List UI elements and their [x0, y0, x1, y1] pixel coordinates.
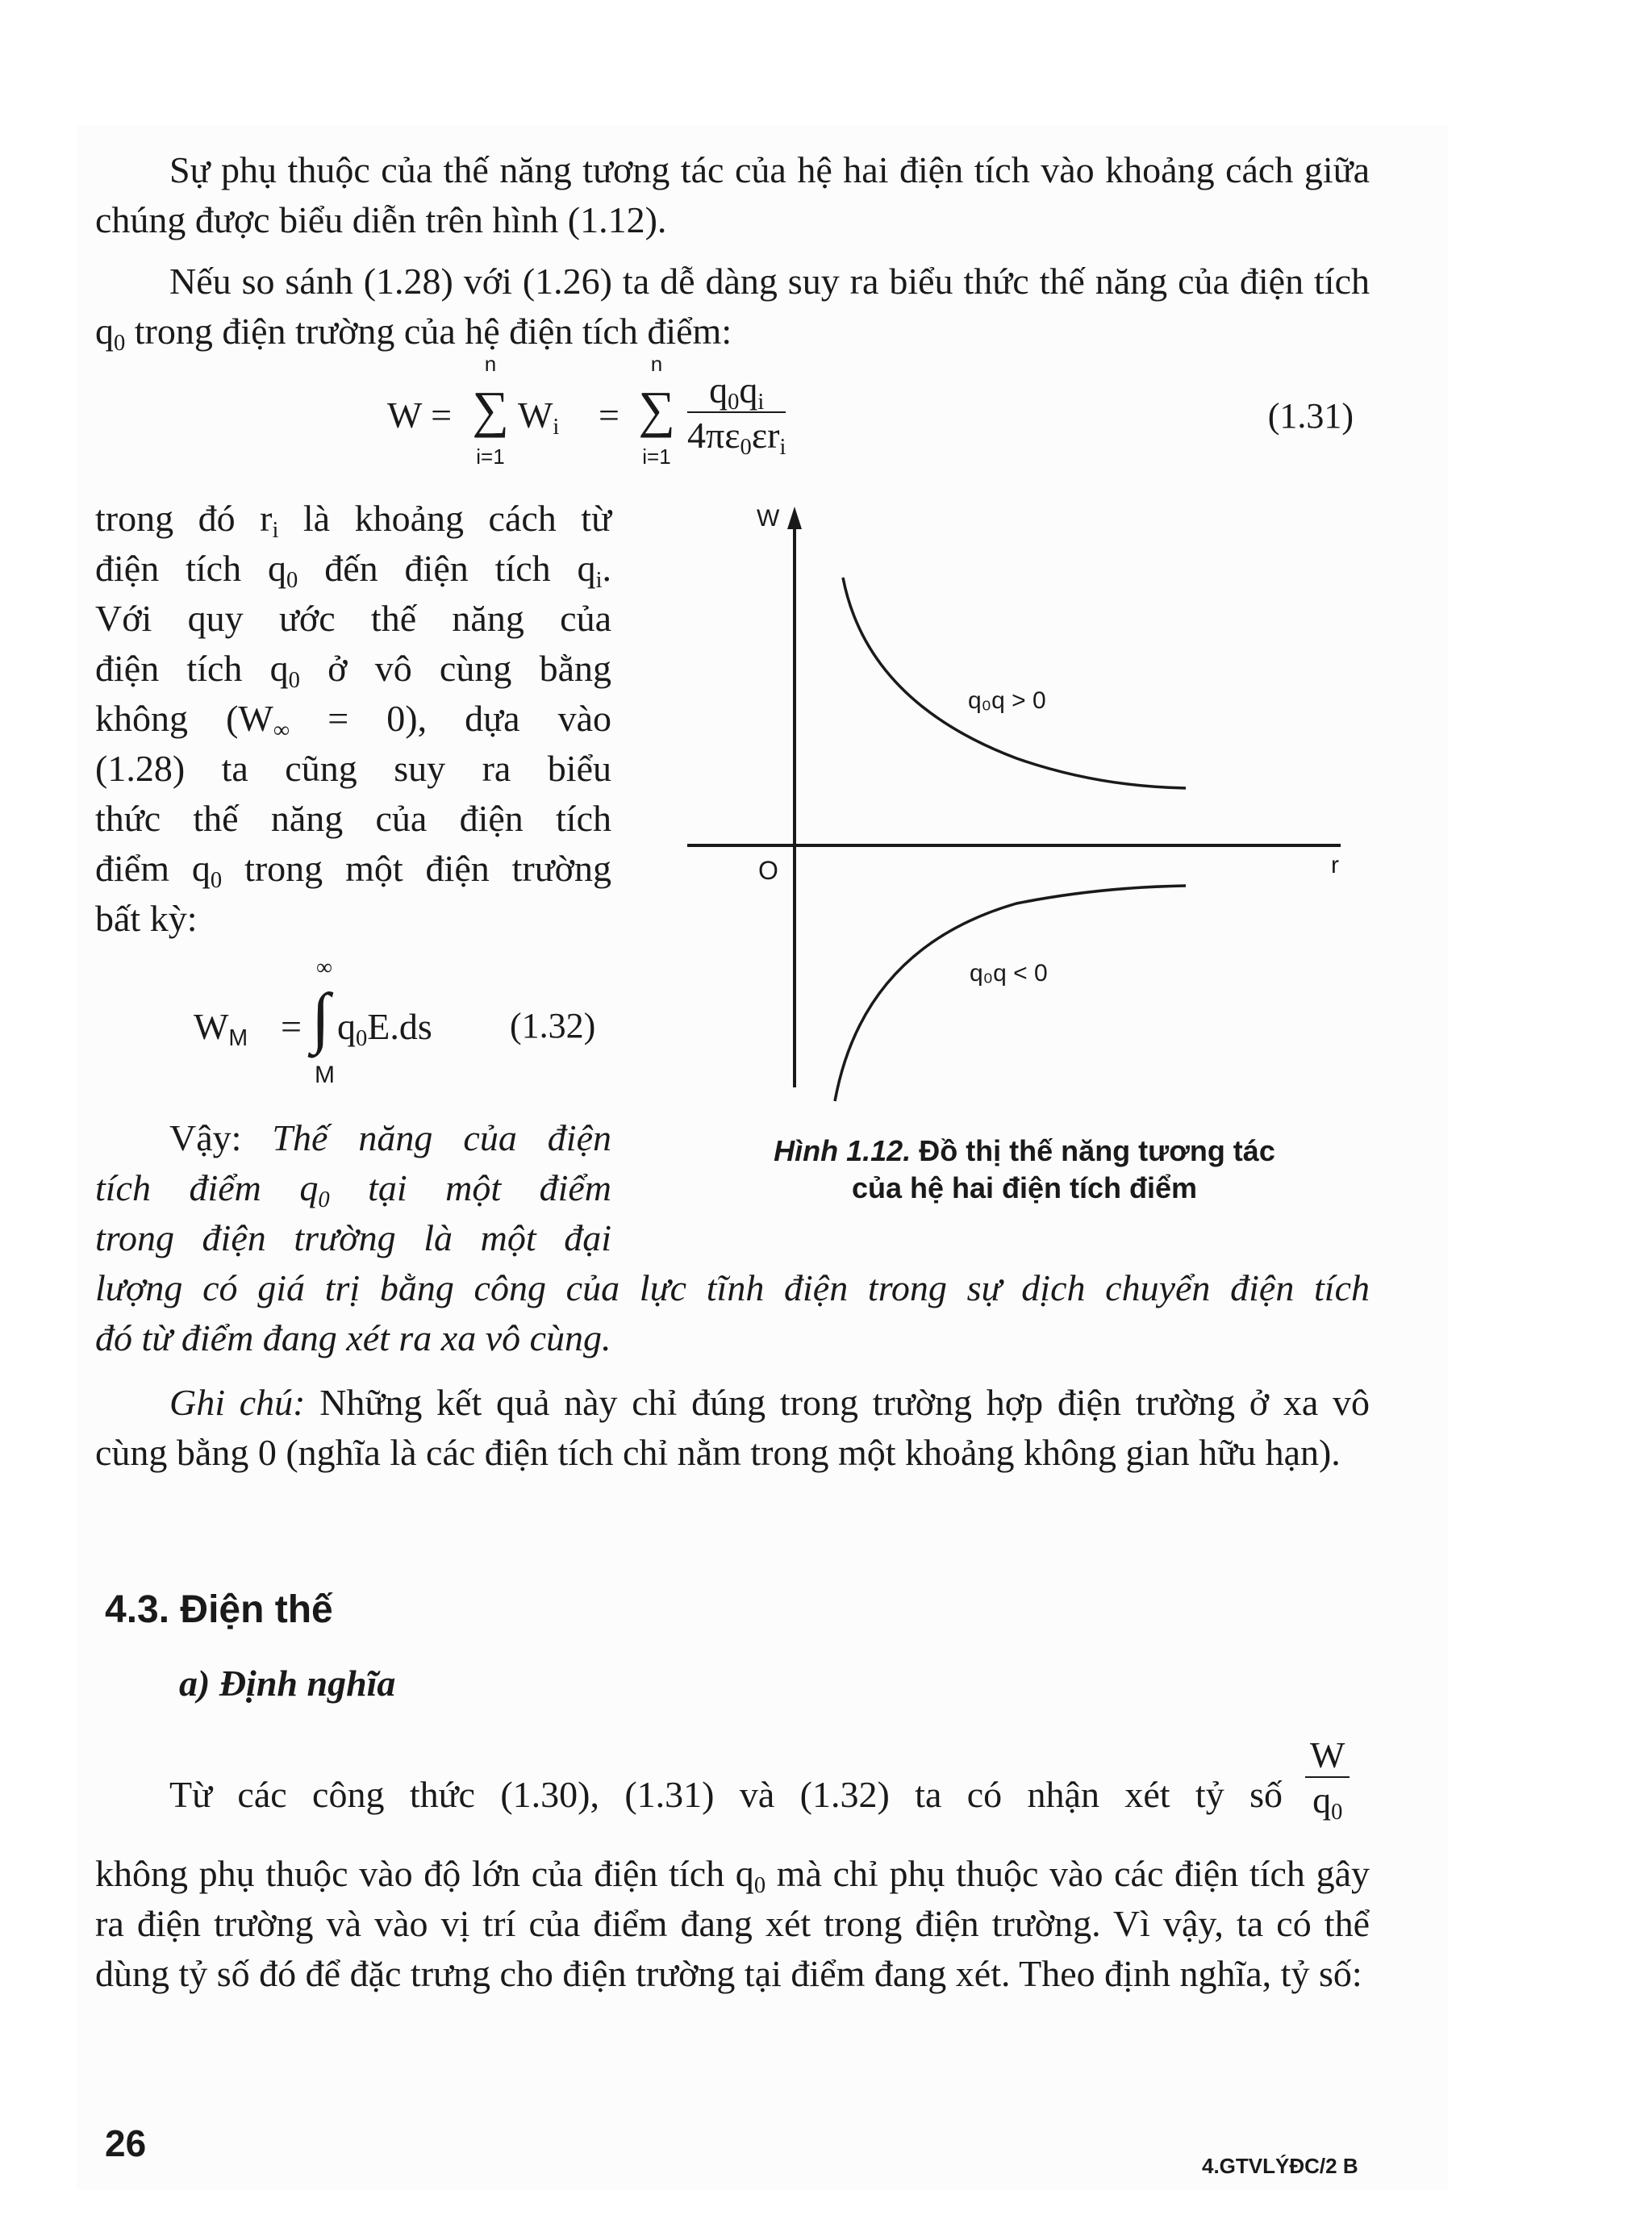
- integral-sign: ∫: [311, 980, 331, 1055]
- sum-symbol-2: n ∑ i=1: [634, 384, 679, 436]
- figure-caption: [694, 1133, 1355, 1207]
- eq131-equals: =: [599, 394, 620, 436]
- conclusion-full-width: [95, 1263, 1370, 1363]
- ratio-denominator: $q_0$: [1312, 1780, 1343, 1825]
- footer-code: 4.GTVLÝĐC/2 B: [1202, 2154, 1358, 2178]
- sum2-lower-limit: i=1: [642, 444, 671, 469]
- left-line-9: bất kỳ:: [95, 898, 198, 939]
- note-text: Những kết quả này chỉ đúng trong trường hợp điện trường ở xa vô cùng bằng 0 (nghĩa là các điện tích chỉ nằm trong một khoảng không gian hữu hạn).: [95, 1382, 1370, 1473]
- eq131-numerator: $q_0q_i$: [687, 369, 786, 413]
- conclusion-line-4: lượng có giá trị bằng công của lực tĩnh điện trong sự dịch chuyển điện tích: [95, 1267, 1370, 1308]
- equation-number-1-32: (1.32): [510, 1006, 596, 1045]
- left-line-7: thức thế năng của điện tích: [95, 798, 611, 839]
- eq131-denominator: $4\pi\varepsilon_0\varepsilon r_i$: [687, 415, 786, 460]
- left-line-6: (1.28) ta cũng suy ra biểu: [95, 748, 611, 789]
- integral-lower-limit: M: [315, 1062, 335, 1088]
- conclusion-line-3: trong điện trường là một đại: [95, 1217, 611, 1258]
- left-line-3: Với quy ước thế năng của: [95, 598, 611, 639]
- upper-curve-label: q₀q > 0: [968, 687, 1046, 714]
- sum1-upper-limit: n: [484, 352, 497, 376]
- sum-symbol-1: n ∑ i=1: [468, 384, 513, 436]
- conclusion-column: [95, 1113, 611, 1263]
- ratio-fraction: [1305, 1734, 1350, 1823]
- origin-label: O: [758, 856, 778, 885]
- paragraph-comparison-tail: trong điện trường của hệ điện tích điểm:: [125, 311, 732, 352]
- definition-body-tail: mà chỉ phụ thuộc vào các điện tích gây ra điện trường và vào vị trí của điểm đang xét trong điện trường. Vì vậy, ta có thể dùng tỷ số đó để đặc trưng cho điện trường tại điểm đang xét. Theo định nghĩa, tỷ số:: [95, 1853, 1370, 1994]
- subsection-heading: a) Định nghĩa: [179, 1663, 396, 1704]
- note-paragraph: [95, 1378, 1370, 1478]
- equation-1-31: [387, 352, 1371, 474]
- equation-1-32: [194, 955, 621, 1105]
- page-number: 26: [105, 2122, 147, 2164]
- left-line-1: trong đó $r_i$ là khoảng cách từ: [95, 498, 612, 543]
- figure-caption-line-2: của hệ hai điện tích điểm: [851, 1171, 1198, 1204]
- curve-positive-product: [843, 578, 1186, 788]
- eq132-integrand: $q_0E.ds$: [337, 1006, 432, 1051]
- sum1-lower-limit: i=1: [476, 444, 505, 469]
- left-line-4: điện tích $q_0$ ở vô cùng bằng: [95, 648, 611, 693]
- eq132-equals: =: [281, 1006, 302, 1047]
- paragraph-comparison-text: Nếu so sánh (1.28) với (1.26) ta dễ dàng suy ra biểu thức thế năng của điện tích q: [95, 261, 1370, 352]
- left-line-5: không $(W_\infty = 0)$, dựa vào: [95, 698, 611, 743]
- definition-body-text: không phụ thuộc vào độ lớn của điện tích q: [95, 1853, 754, 1894]
- curve-negative-product: [835, 886, 1186, 1101]
- conclusion-line-2: tích điểm $q_0$ tại một điểm: [95, 1167, 611, 1212]
- note-label: Ghi chú:: [169, 1382, 306, 1423]
- left-line-8: điểm $q_0$ trong một điện trường: [95, 848, 611, 893]
- figure-caption-line-1: Hình 1.12. Đồ thị thế năng tương tác: [774, 1134, 1275, 1167]
- eq131-lhs: W =: [387, 394, 453, 436]
- x-axis-label: r: [1331, 852, 1339, 878]
- eq131-term1: $W_i$: [518, 394, 560, 440]
- paragraph-intro-text: Sự phụ thuộc của thế năng tương tác của hệ hai điện tích vào khoảng cách giữa chúng được biểu diễn trên hình (1.12).: [95, 149, 1370, 240]
- figure-1-12-graph: [678, 500, 1371, 1121]
- equation-number-1-31: (1.31): [1267, 396, 1354, 436]
- integral-upper-limit: ∞: [316, 955, 332, 980]
- eq131-fraction: [687, 369, 786, 458]
- ratio-numerator: W: [1305, 1734, 1350, 1778]
- definition-intro-text: Từ các công thức (1.30), (1.31) và (1.32) ta có nhận xét tỷ số: [169, 1774, 1283, 1815]
- definition-intro: [95, 1734, 1370, 1855]
- left-line-2: điện tích $q_0$ đến điện tích $q_i$.: [95, 548, 611, 593]
- left-column-text: [95, 494, 611, 944]
- y-axis-arrow: [787, 507, 802, 529]
- conclusion-line-5: đó từ điểm đang xét ra xa vô cùng.: [95, 1317, 611, 1358]
- paragraph-intro: [95, 145, 1370, 245]
- lower-curve-label: q₀q < 0: [970, 960, 1048, 987]
- subscript: 0: [114, 330, 126, 356]
- definition-body: không phụ thuộc vào độ lớn của điện tích $q_0$ mà chỉ phụ thuộc vào các điện tích gây ra điện trường và vào vị trí của điểm đang xét trong điện trường. Vì vậy, ta có thể dùng tỷ số đó để đặc trưng cho điện trường tại điểm đang xét. Theo định nghĩa, tỷ số:: [95, 1853, 1370, 1994]
- section-heading: 4.3. Điện thế: [105, 1588, 333, 1631]
- sum2-upper-limit: n: [650, 352, 663, 376]
- y-axis-label: W: [757, 505, 780, 532]
- paragraph-comparison: [95, 257, 1370, 357]
- eq132-lhs: $W_M$: [194, 1006, 248, 1051]
- conclusion-line-1: Vậy: Thế năng của điện: [169, 1117, 612, 1158]
